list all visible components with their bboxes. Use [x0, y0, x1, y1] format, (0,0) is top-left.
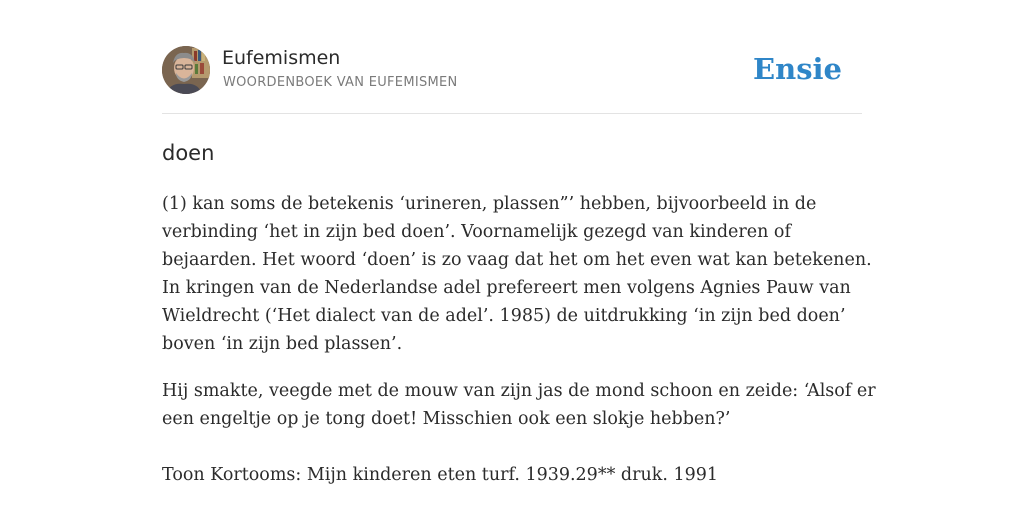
definition-line: boven ‘in zijn bed plassen’.: [162, 334, 403, 354]
author-avatar[interactable]: [162, 46, 210, 94]
definition-line: verbinding ‘het in zijn bed doen’. Voornamelijk gezegd van kinderen of: [162, 222, 791, 242]
source-line: Toon Kortooms: Mijn kinderen eten turf. 1939.29** druk. 1991: [162, 465, 718, 485]
entry-page: [162, 0, 876, 512]
blog-header: [162, 46, 862, 98]
definition-line: Wieldrecht (‘Het dialect van de adel’. 1985) de uitdrukking ‘in zijn bed doen’: [162, 306, 846, 326]
entry-source: [162, 461, 862, 489]
definition-line: (1) kan soms de betekenis ‘urineren, plassen”’ hebben, bijvoorbeeld in de: [162, 194, 817, 214]
entry-quote: [162, 377, 876, 433]
quote-line: een engeltje op je tong doet! Misschien ook een slokje hebben?’: [162, 409, 731, 429]
blog-subtitle: WOORDENBOEK VAN EUFEMISMEN: [223, 75, 458, 90]
quote-line: Hij smakte, veegde met de mouw van zijn jas de mond schoon en zeide: ‘Alsof er: [162, 381, 876, 401]
blog-name-link[interactable]: Eufemismen: [222, 47, 341, 69]
ensie-logo[interactable]: Ensie: [753, 52, 842, 86]
definition-line: In kringen van de Nederlandse adel prefereert men volgens Agnies Pauw van: [162, 278, 851, 298]
entry-definition: [162, 190, 872, 358]
entry-title: doen: [162, 141, 215, 165]
header-divider: [162, 113, 862, 114]
definition-line: bejaarden. Het woord ‘doen’ is zo vaag dat het om het even wat kan betekenen.: [162, 250, 872, 270]
